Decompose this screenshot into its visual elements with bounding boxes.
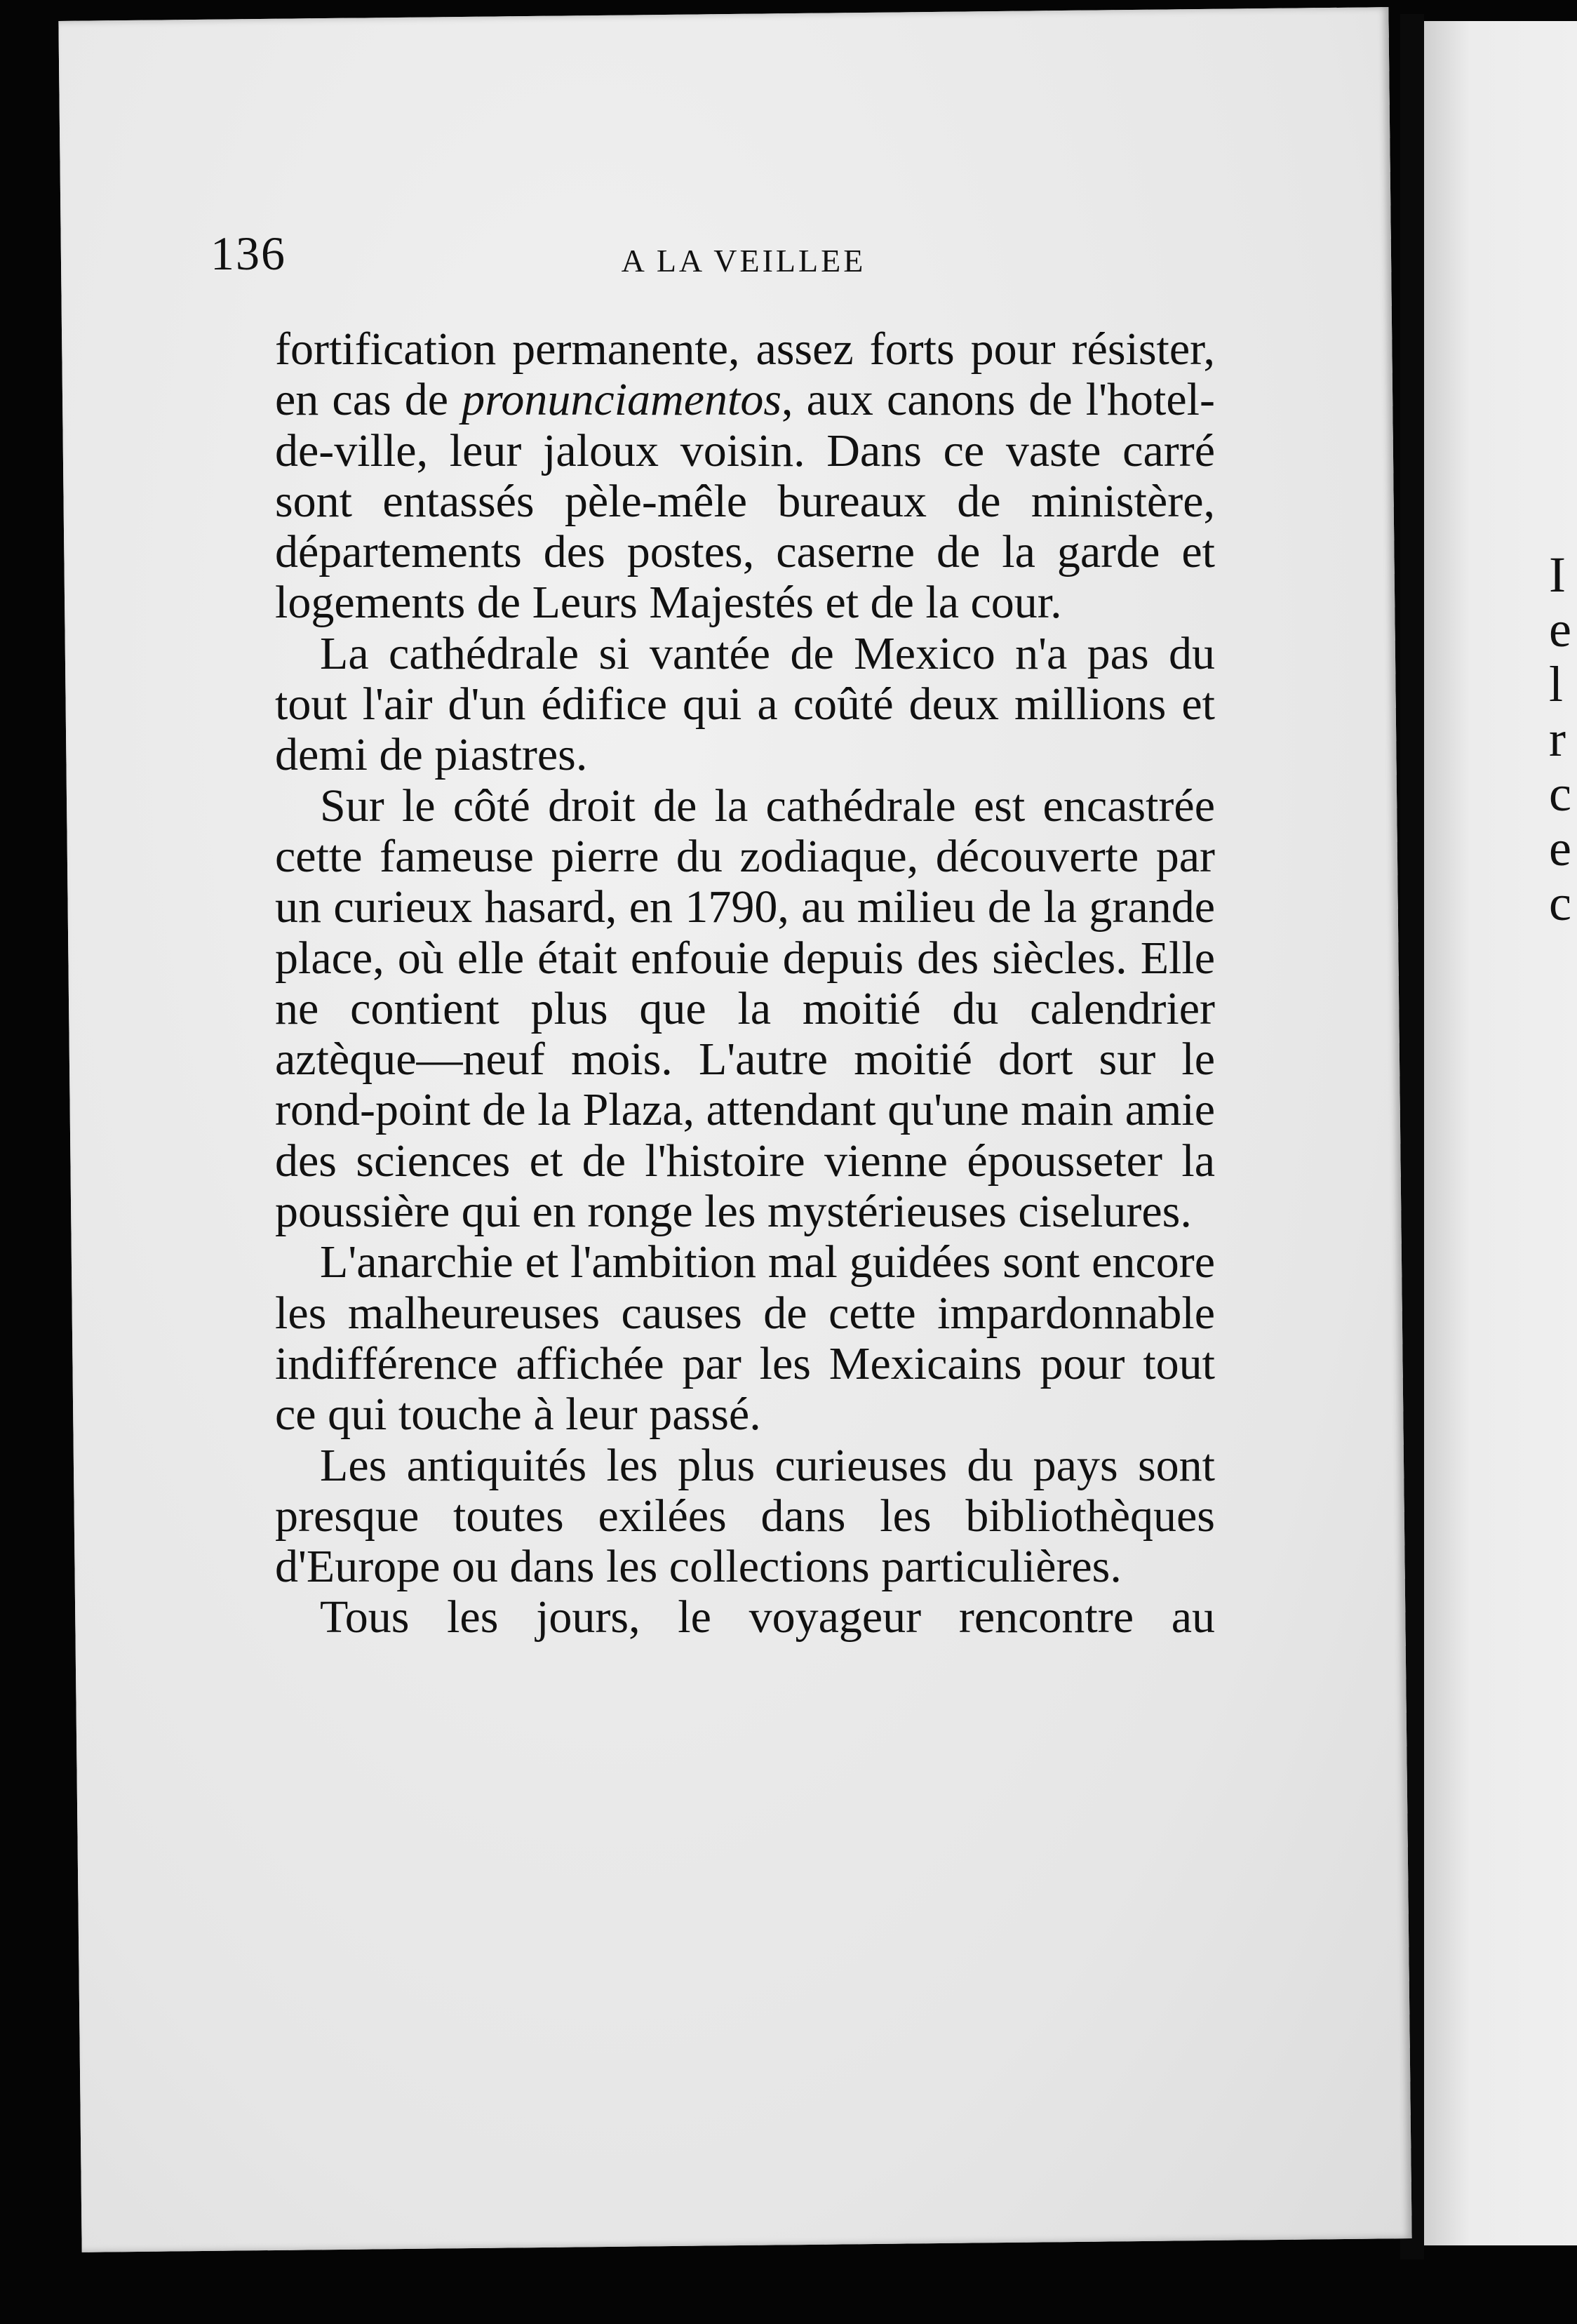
text-segment: Tous les jours, le voyageur rencontre au bbox=[320, 1591, 1215, 1643]
facing-page bbox=[1424, 21, 1577, 2245]
text-segment: L'anarchie et l'ambition mal guidées sont encore les malheureuses causes de cette impardonnable indifférence affichée par les Mexicains pour tout ce qui touche à leur passé. bbox=[275, 1236, 1215, 1441]
paragraph bbox=[275, 629, 1215, 781]
paragraph bbox=[275, 1237, 1215, 1440]
page-number: 136 bbox=[210, 227, 286, 280]
paragraph bbox=[275, 1441, 1215, 1593]
running-head: A LA VEILLEE bbox=[621, 243, 866, 279]
text-segment: fortification permanente, assez forts pour résister, en cas de bbox=[275, 323, 1215, 426]
facing-letter: e bbox=[1549, 820, 1571, 876]
facing-letter: e bbox=[1549, 601, 1571, 657]
text-segment: La cathédrale si vantée de Mexico n'a pas du tout l'air d'un édifice qui a coûté deux millions et demi de piastres. bbox=[275, 627, 1215, 781]
text-segment: Les antiquités les plus curieuses du pays sont presque toutes exilées dans les bibliothèques d'Europe ou dans les collections particulières. bbox=[275, 1439, 1215, 1593]
italic-text: pronunciamentos bbox=[462, 374, 782, 426]
paragraph bbox=[275, 324, 1215, 629]
body-text bbox=[275, 324, 1215, 1643]
text-segment: Sur le côté droit de la cathédrale est encastrée cette fameuse pierre du zodiaque, découverte par un curieux hasard, en 1790, au milieu de la grande place, où elle était enfouie depuis des siècles. Elle ne contient plus que la moitié du calendrier aztèque—neuf mois. L'autre moitié dort sur le rond-point de la Plaza, attendant qu'une main amie des sciences et de l'histoire vienne épousseter la poussière qui en ronge les mystérieuses ciselures. bbox=[275, 780, 1215, 1238]
facing-letter: c bbox=[1549, 875, 1571, 931]
facing-letter: I bbox=[1549, 547, 1566, 603]
facing-page-letters bbox=[1549, 547, 1571, 930]
facing-letter: r bbox=[1549, 711, 1566, 767]
paragraph bbox=[275, 1592, 1215, 1643]
facing-letter: c bbox=[1549, 766, 1571, 822]
text-segment: , aux canons de l'hotel-de-ville, leur jaloux voisin. Dans ce vaste carré sont entassés pèle-mêle bureaux de ministère, départements des postes, caserne de la garde et logements de Leurs Majestés et de la cour. bbox=[275, 374, 1215, 629]
facing-letter: l bbox=[1549, 656, 1564, 712]
paragraph bbox=[275, 781, 1215, 1238]
